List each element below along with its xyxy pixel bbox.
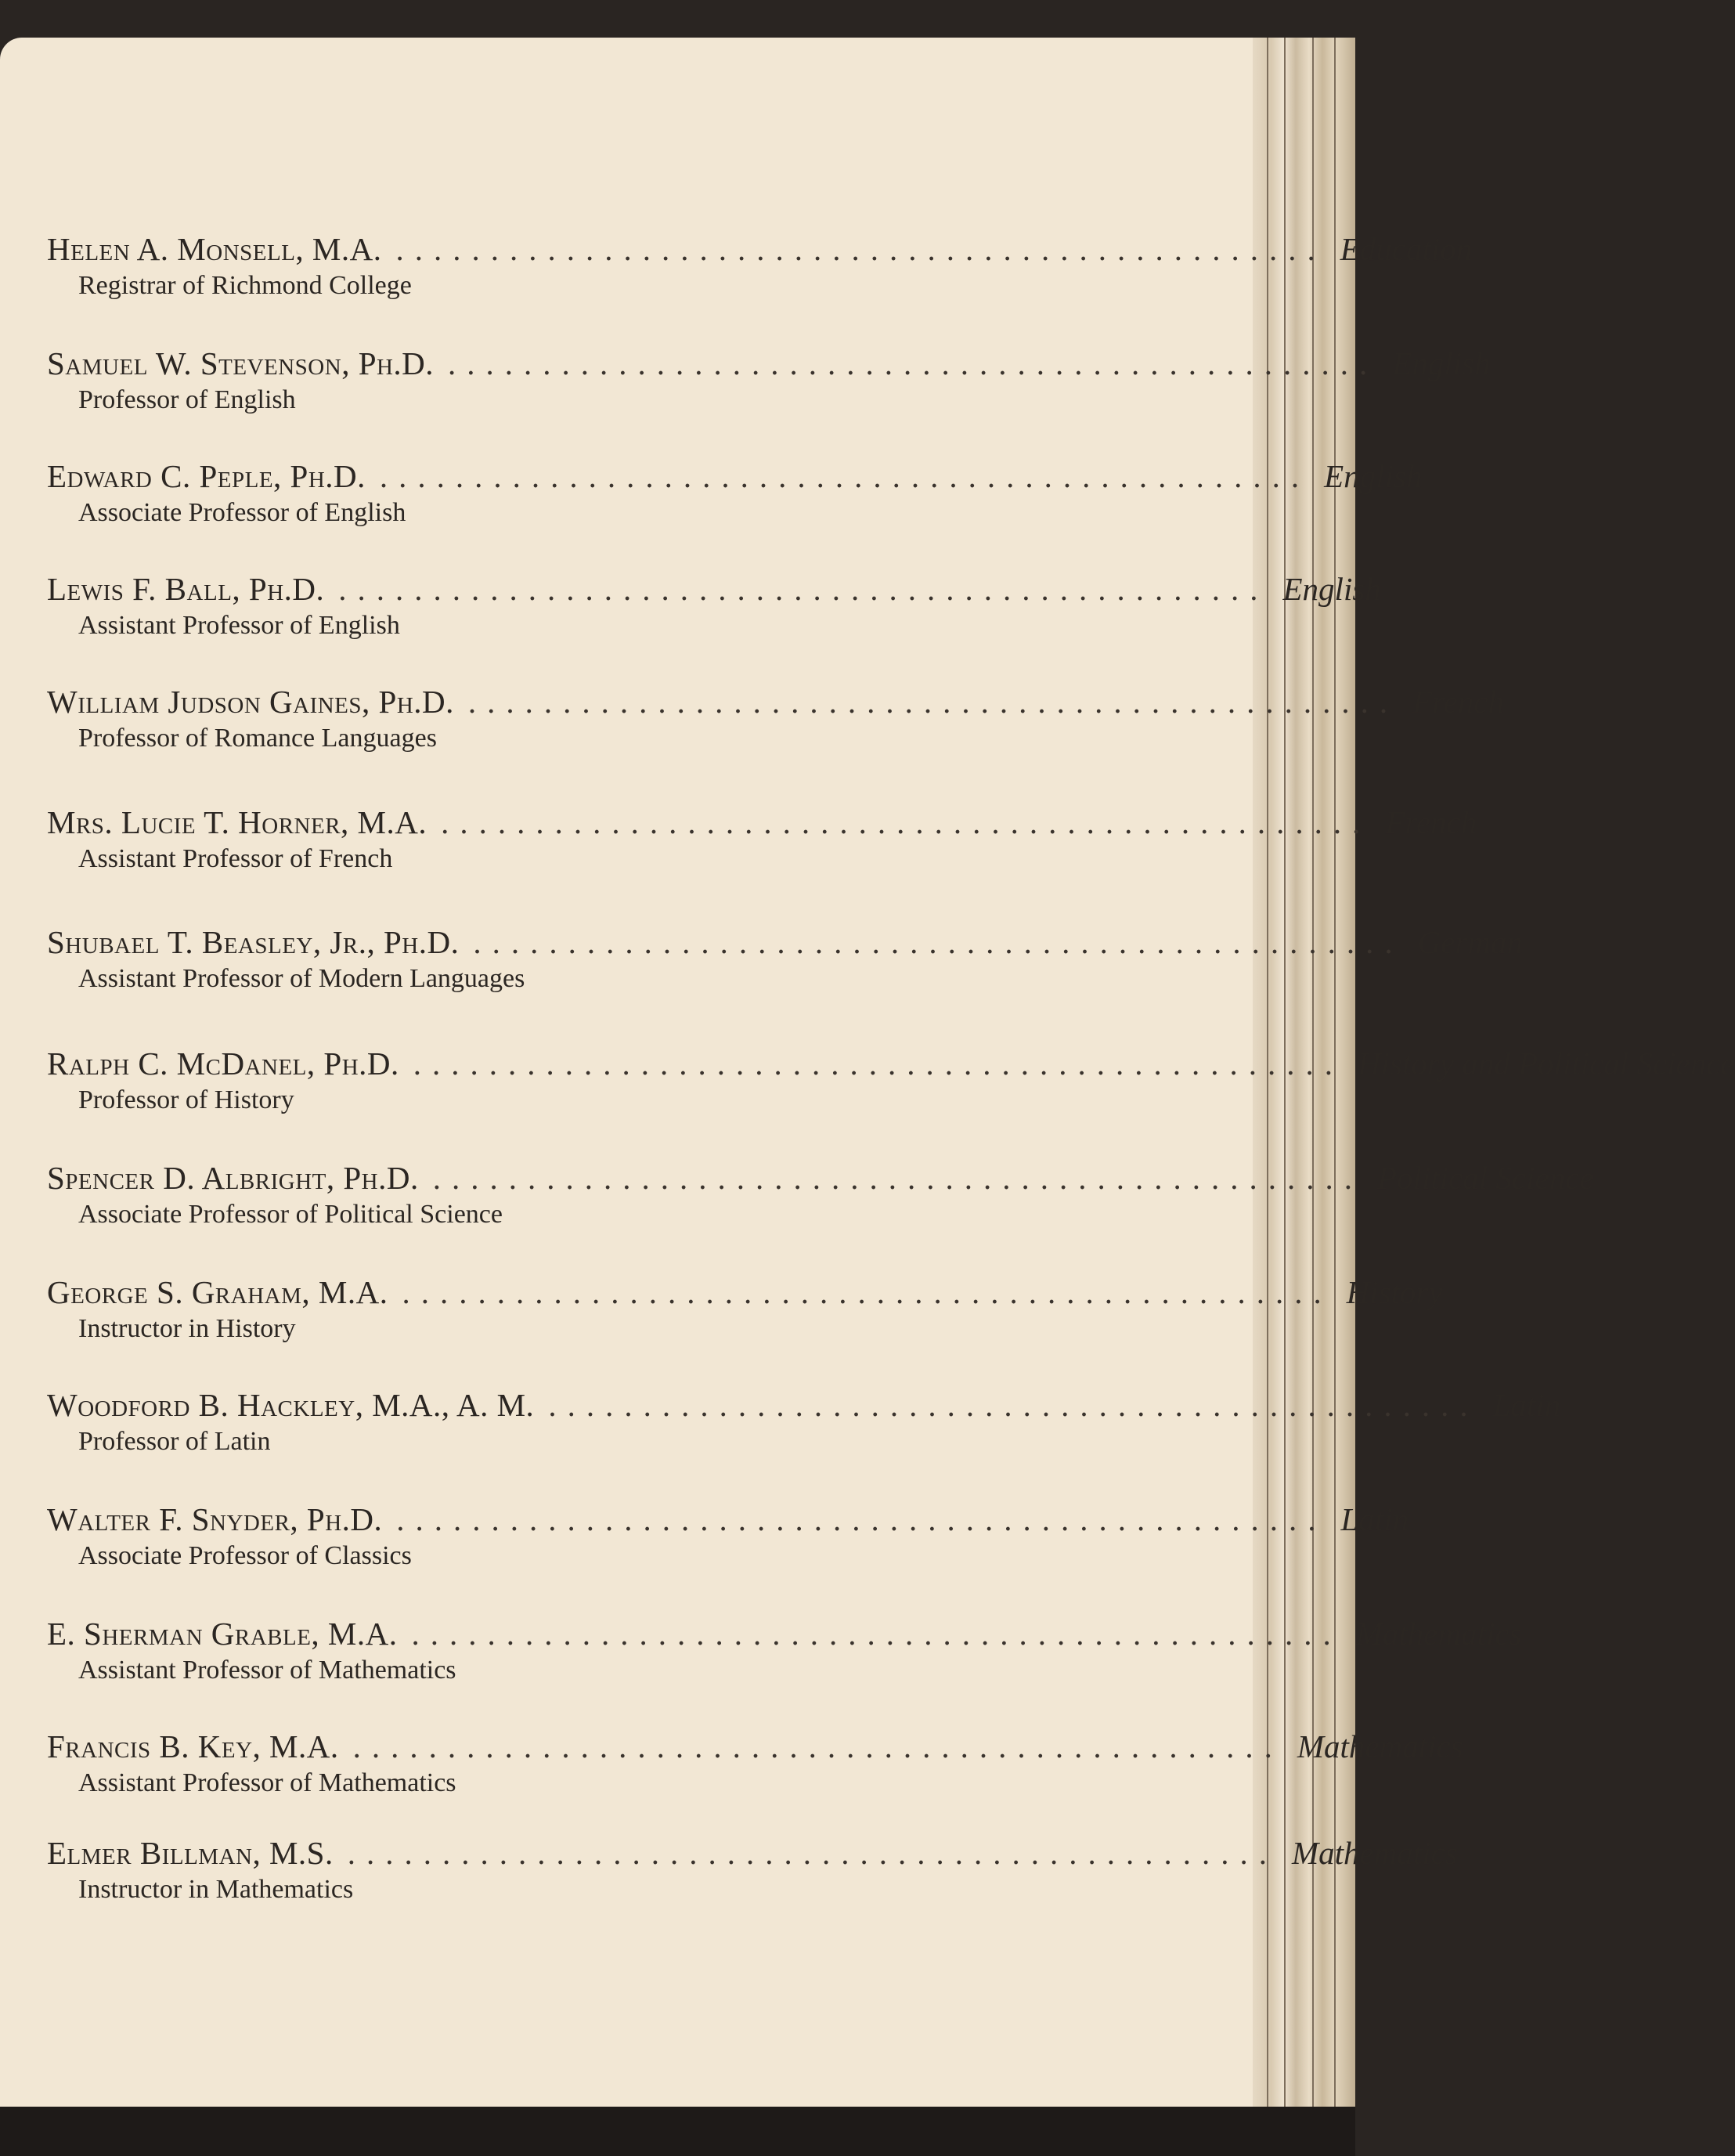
faculty-title: Instructor in History	[78, 1314, 296, 1343]
faculty-name: Mrs. Lucie T. Horner, M.A.	[47, 804, 427, 840]
faculty-name: Elmer Billman, M.S.	[47, 1835, 334, 1871]
leader-dots: .................................................	[467, 684, 1399, 720]
leader-dots: .................................................	[352, 1728, 1283, 1764]
faculty-name: Helen A. Monsell, M.A.	[47, 231, 382, 267]
faculty-department: Latin	[1492, 1387, 1561, 1423]
faculty-name: Edward C. Peple, Ph.D.	[47, 458, 366, 494]
faculty-title: Assistant Professor of Mathematics	[78, 1768, 456, 1797]
faculty-department: History and Political Science	[1358, 1045, 1735, 1082]
faculty-department: French	[1412, 684, 1504, 720]
faculty-name: Lewis F. Ball, Ph.D.	[47, 571, 325, 607]
faculty-title: Associate Professor of Classics	[78, 1541, 412, 1570]
leader-dots: .................................................	[402, 1274, 1333, 1310]
faculty-department: Mathematics	[1297, 1728, 1463, 1764]
scan-border	[0, 2107, 1355, 2156]
faculty-department: Mathematics	[1291, 1835, 1458, 1871]
leader-dots: .................................................	[338, 571, 1269, 607]
faculty-title: Professor of History	[78, 1085, 294, 1114]
faculty-name: William Judson Gaines, Ph.D.	[47, 684, 454, 720]
faculty-title: Professor of Latin	[78, 1427, 271, 1456]
faculty-name: Francis B. Key, M.A.	[47, 1728, 339, 1764]
faculty-name: Samuel W. Stevenson, Ph.D.	[47, 345, 435, 381]
leader-dots: .................................................	[413, 1045, 1344, 1082]
leader-dots: .................................................	[395, 231, 1326, 267]
faculty-title: Registrar of Richmond College	[78, 271, 412, 300]
faculty-name: Shubael T. Beasley, Jr., Ph.D.	[47, 924, 460, 960]
leader-dots: .................................................	[347, 1835, 1278, 1871]
faculty-title: Assistant Professor of Modern Languages	[78, 964, 525, 993]
leader-dots: .................................................	[473, 924, 1404, 960]
faculty-title: Assistant Professor of English	[78, 611, 400, 640]
faculty-name: Ralph C. McDanel, Ph.D.	[47, 1045, 399, 1082]
faculty-name: Spencer D. Albright, Ph.D.	[47, 1160, 419, 1196]
faculty-title: Associate Professor of English	[78, 498, 406, 527]
faculty-department: German	[1417, 924, 1523, 960]
faculty-title: Instructor in Mathematics	[78, 1875, 354, 1904]
faculty-department: Latin	[1340, 1501, 1409, 1537]
faculty-name: E. Sherman Grable, M.A.	[47, 1616, 398, 1652]
leader-dots: .................................................	[448, 345, 1379, 381]
leader-dots: .................................................	[396, 1501, 1327, 1537]
faculty-department: Education	[1340, 231, 1473, 267]
leader-dots: .................................................	[441, 804, 1372, 840]
faculty-title: Assistant Professor of French	[78, 844, 393, 873]
faculty-name: Walter F. Snyder, Ph.D.	[47, 1501, 383, 1537]
leader-dots: .................................................	[432, 1160, 1363, 1196]
faculty-title: Professor of English	[78, 385, 296, 414]
leader-dots: .................................................	[548, 1387, 1479, 1423]
leader-dots: .................................................	[411, 1616, 1342, 1652]
faculty-title: Associate Professor of Political Science	[78, 1200, 503, 1229]
faculty-title: Professor of Romance Languages	[78, 724, 437, 753]
faculty-department: English	[1392, 345, 1491, 381]
faculty-title: Assistant Professor of Mathematics	[78, 1656, 456, 1685]
faculty-name: George S. Graham, M.A.	[47, 1274, 388, 1310]
leader-dots: .................................................	[379, 458, 1311, 494]
faculty-department: History	[1346, 1274, 1443, 1310]
faculty-department: Political Science	[1376, 1160, 1594, 1196]
faculty-department: English	[1324, 458, 1423, 494]
faculty-department: English	[1282, 571, 1381, 607]
faculty-name: Woodford B. Hackley, M.A., A. M.	[47, 1387, 535, 1423]
faculty-department: Mathematics	[1355, 1616, 1522, 1652]
faculty-department: French	[1385, 804, 1477, 840]
